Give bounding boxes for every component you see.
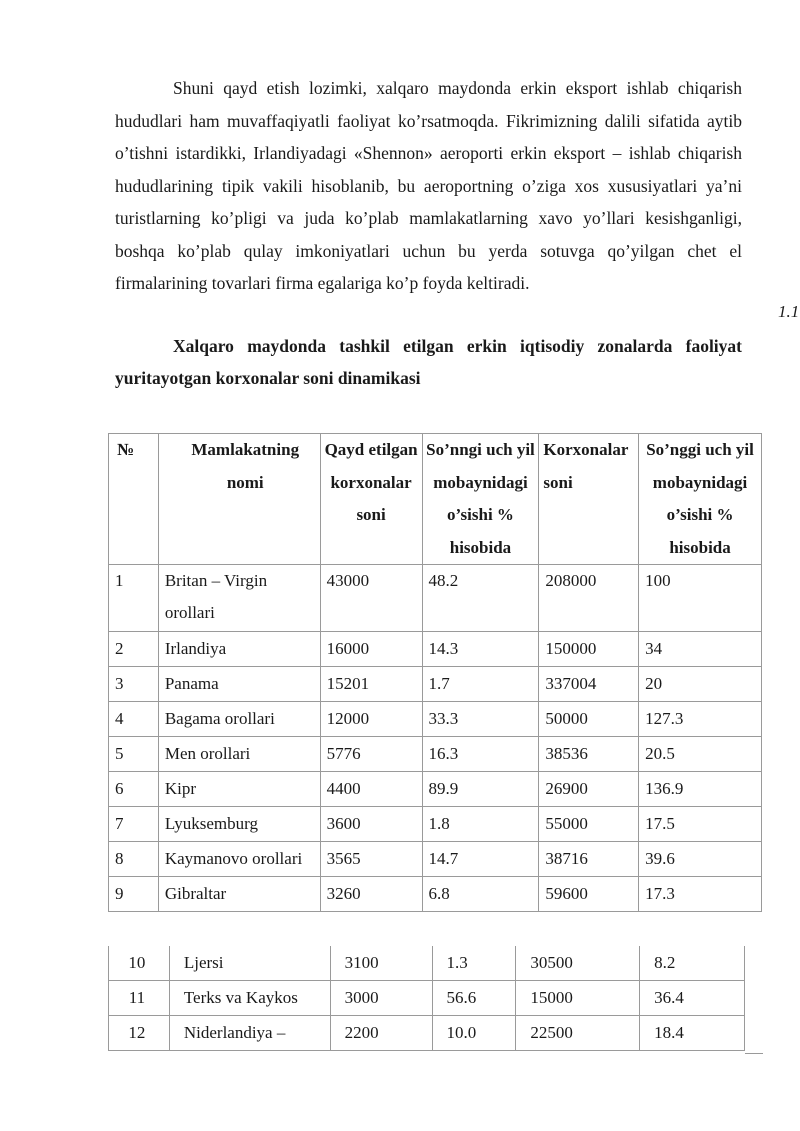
table-header-row: [109, 434, 762, 565]
cell-growth-1: 89.9: [422, 772, 539, 807]
cell-registered: 3565: [320, 842, 422, 877]
table-row: [109, 772, 762, 807]
cell-enterprises: 208000: [539, 565, 639, 632]
cell-number: 4: [109, 702, 159, 737]
cell-number: 10: [109, 946, 170, 981]
cell-number: 11: [109, 981, 170, 1016]
table-row: [109, 565, 762, 632]
cell-registered: 3600: [320, 807, 422, 842]
header-number: №: [109, 434, 159, 565]
cell-registered: 3260: [320, 877, 422, 912]
cell-country: Britan – Virgin orollari: [158, 565, 320, 632]
cell-growth-2: 17.5: [639, 807, 762, 842]
cell-enterprises: 55000: [539, 807, 639, 842]
cell-country: Ljersi: [169, 946, 330, 981]
cell-growth-2: 34: [639, 632, 762, 667]
cell-growth-2: 18.4: [640, 1016, 745, 1051]
cell-growth-2: 20: [639, 667, 762, 702]
cell-number: 1: [109, 565, 159, 632]
cell-number: 6: [109, 772, 159, 807]
enterprises-table: [108, 433, 762, 912]
cell-growth-2: 36.4: [640, 981, 745, 1016]
header-country: Mamlakatning nomi: [158, 434, 320, 565]
header-enterprises: Korxonalar soni: [539, 434, 639, 565]
cell-country: Irlandiya: [158, 632, 320, 667]
cell-registered: 43000: [320, 565, 422, 632]
cell-registered: 15201: [320, 667, 422, 702]
cell-growth-2: 127.3: [639, 702, 762, 737]
cell-country: Terks va Kaykos: [169, 981, 330, 1016]
cell-number: 2: [109, 632, 159, 667]
table-row: [109, 807, 762, 842]
cell-growth-2: 20.5: [639, 737, 762, 772]
cell-number: 12: [109, 1016, 170, 1051]
table-row: [109, 842, 762, 877]
cell-enterprises: 150000: [539, 632, 639, 667]
cell-growth-1: 14.3: [422, 632, 539, 667]
cell-registered: 5776: [320, 737, 422, 772]
cell-growth-2: 39.6: [639, 842, 762, 877]
cell-country: Panama: [158, 667, 320, 702]
cell-growth-1: 14.7: [422, 842, 539, 877]
cell-enterprises: 15000: [516, 981, 640, 1016]
cell-growth-1: 1.7: [422, 667, 539, 702]
table-row: [109, 737, 762, 772]
table-number: 1.1: [778, 302, 800, 321]
cell-registered: 2200: [330, 1016, 432, 1051]
cell-enterprises: 337004: [539, 667, 639, 702]
cell-country: Bagama orollari: [158, 702, 320, 737]
cell-country: Men orollari: [158, 737, 320, 772]
cell-growth-1: 1.8: [422, 807, 539, 842]
cell-growth-2: 17.3: [639, 877, 762, 912]
header-growth-2: So’nggi uch yil mobaynidagi o’sishi % hisobida: [639, 434, 762, 565]
cell-number: 5: [109, 737, 159, 772]
cell-registered: 12000: [320, 702, 422, 737]
cell-enterprises: 59600: [539, 877, 639, 912]
cell-country: Kipr: [158, 772, 320, 807]
cell-registered: 16000: [320, 632, 422, 667]
table-row: [109, 1016, 745, 1051]
cell-number: 7: [109, 807, 159, 842]
cell-country: Lyuksemburg: [158, 807, 320, 842]
cell-number: 3: [109, 667, 159, 702]
cell-country: Gibraltar: [158, 877, 320, 912]
cell-number: 9: [109, 877, 159, 912]
cell-growth-2: 136.9: [639, 772, 762, 807]
cell-growth-1: 56.6: [432, 981, 516, 1016]
table-row: [109, 981, 745, 1016]
table-title: [115, 330, 742, 394]
cell-enterprises: 30500: [516, 946, 640, 981]
cell-registered: 3100: [330, 946, 432, 981]
cell-enterprises: 26900: [539, 772, 639, 807]
cell-country: Kaymanovo orollari: [158, 842, 320, 877]
cell-enterprises: 38716: [539, 842, 639, 877]
table-row: [109, 946, 745, 981]
cell-growth-2: 100: [639, 565, 762, 632]
table-row: [109, 632, 762, 667]
cell-growth-1: 16.3: [422, 737, 539, 772]
cell-number: 8: [109, 842, 159, 877]
header-growth-1: So’nngi uch yil mobaynidagi o’sishi % hisobida: [422, 434, 539, 565]
cell-growth-2: 8.2: [640, 946, 745, 981]
table-edge-line: [745, 1053, 763, 1054]
cell-growth-1: 10.0: [432, 1016, 516, 1051]
cell-enterprises: 38536: [539, 737, 639, 772]
cell-growth-1: 48.2: [422, 565, 539, 632]
paragraph-text: Shuni qayd etish lozimki, xalqaro maydonda erkin eksport ishlab chiqarish hududlari ham muvaffaqiyatli faoliyat ko’rsatmoqda. Fikrimizning dalili sifatida aytib o’tishni istardikki, Irlandiyadagi «Shennon» aeroporti erkin eksport – ishlab chiqarish hududlarining tipik vakili hisoblanib, bu aeroportning o’ziga xos xususiyatlari ya’ni turistlarning ko’pligi va juda ko’plab mamlakatlarning xavo yo’llari kesishganligi, boshqa ko’plab qulay imkoniyatlari uchun bu yerda sotuvga qo’yilgan chet el firmalarining tovarlari firma egalariga ko’p foyda keltiradi.: [115, 78, 742, 293]
table-row: [109, 667, 762, 702]
table-row: [109, 702, 762, 737]
cell-growth-1: 1.3: [432, 946, 516, 981]
cell-registered: 4400: [320, 772, 422, 807]
cell-growth-1: 33.3: [422, 702, 539, 737]
table-title-text: Xalqaro maydonda tashkil etilgan erkin iqtisodiy zonalarda faoliyat yuritayotgan korxonalar soni dinamikasi: [115, 336, 742, 388]
cell-registered: 3000: [330, 981, 432, 1016]
body-paragraph: [115, 72, 742, 300]
cell-enterprises: 22500: [516, 1016, 640, 1051]
header-registered: Qayd etilgan korxonalar soni: [320, 434, 422, 565]
cell-country: Niderlandiya –: [169, 1016, 330, 1051]
cell-growth-1: 6.8: [422, 877, 539, 912]
cell-enterprises: 50000: [539, 702, 639, 737]
enterprises-table-continued: [108, 946, 745, 1051]
table-row: [109, 877, 762, 912]
